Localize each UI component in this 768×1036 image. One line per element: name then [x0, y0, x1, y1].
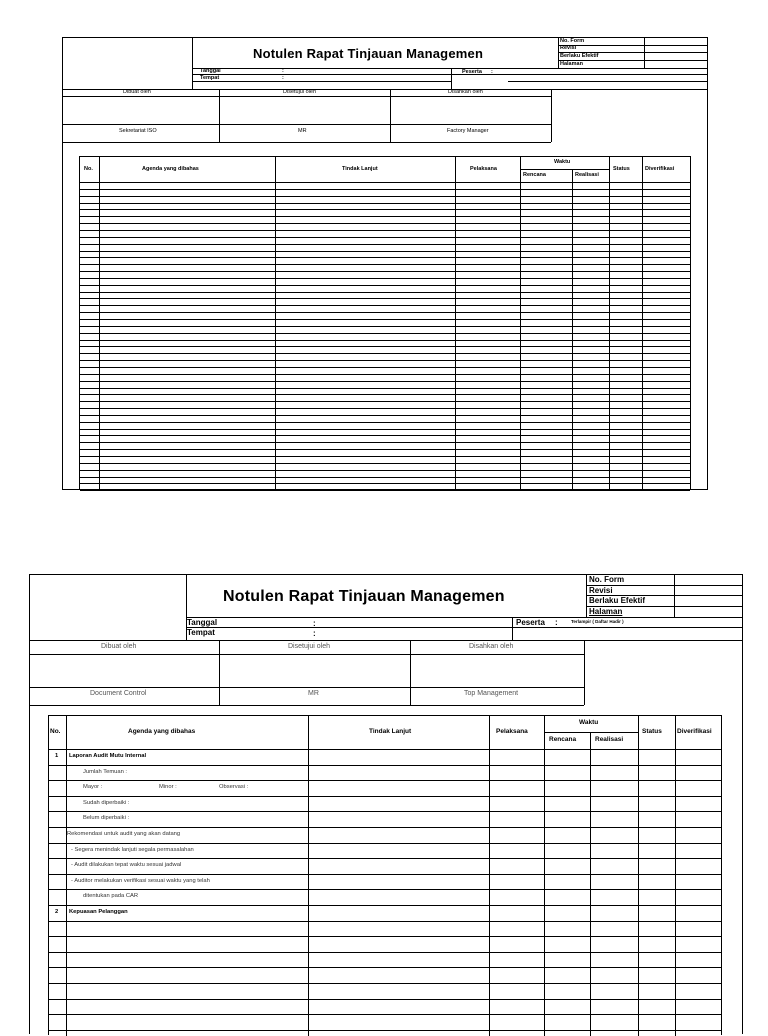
grid-line — [275, 157, 276, 491]
agenda-item: Kepuasan Pelanggan — [69, 909, 128, 915]
form2-title: Notulen Rapat Tinjauan Managemen — [223, 588, 505, 605]
table-row — [80, 449, 690, 450]
grid-line — [590, 732, 591, 1036]
table-row — [80, 388, 690, 389]
col-waktu-header: Waktu — [579, 719, 599, 726]
agenda-item: Laporan Audit Mutu Internal — [69, 753, 147, 759]
table-row — [80, 312, 690, 313]
table-row — [80, 230, 690, 231]
table-row — [49, 999, 721, 1000]
table-row — [49, 921, 721, 922]
table-row — [80, 216, 690, 217]
table-row — [80, 374, 690, 375]
form1-dibuat-label: Dibuat oleh — [123, 89, 151, 95]
table-row — [49, 936, 721, 937]
table-row — [80, 298, 690, 299]
table-row — [49, 1014, 721, 1015]
form1-revisi-label: Revisi — [560, 45, 577, 51]
col-verifikasi-header: Diverifikasi — [677, 728, 712, 735]
table-row — [49, 983, 721, 984]
table-row — [49, 811, 721, 812]
form1-role-2: MR — [298, 128, 307, 134]
table-row — [80, 223, 690, 224]
table-row — [80, 264, 690, 265]
form2-peserta-colon: : — [555, 618, 558, 627]
col-waktu-header: Waktu — [554, 159, 571, 165]
table-row — [49, 905, 721, 906]
table-row — [49, 1030, 721, 1031]
form1-berlaku-label: Berlaku Efektif — [560, 53, 599, 59]
col-rencana-header: Rencana — [549, 736, 577, 743]
table-row — [49, 780, 721, 781]
col-no-header: No. — [84, 166, 93, 172]
form2-disahkan-label: Disahkan oleh — [469, 643, 514, 650]
table-row — [80, 401, 690, 402]
table-row — [49, 827, 721, 828]
table-row — [80, 360, 690, 361]
col-agenda-header: Agenda yang dibahas — [142, 166, 199, 172]
row-number: 2 — [55, 909, 59, 915]
table-row — [80, 271, 690, 272]
table-row — [49, 889, 721, 890]
form1-disetujui-label: Disetujui oleh — [283, 89, 317, 95]
table-row — [80, 257, 690, 258]
col-pelaksana-header: Pelaksana — [496, 728, 528, 735]
form2-halaman-label: Halaman — [589, 607, 623, 616]
agenda-item-observasi: Observasi : — [219, 784, 249, 791]
col-status-header: Status — [613, 166, 630, 172]
grid-line — [49, 749, 721, 750]
table-row — [49, 874, 721, 875]
form2-tanggal-label: Tanggal — [187, 618, 218, 627]
table-row — [80, 209, 690, 210]
form2-berlaku-label: Berlaku Efektif — [589, 596, 646, 605]
form2-agenda-table — [48, 715, 722, 1035]
table-row — [80, 292, 690, 293]
form1-title: Notulen Rapat Tinjauan Managemen — [253, 46, 484, 61]
form2-tempat-colon: : — [313, 629, 316, 638]
col-realisasi-header: Realisasi — [595, 736, 624, 743]
agenda-item-minor: Minor : — [159, 784, 177, 791]
table-row — [80, 278, 690, 279]
grid-line — [80, 182, 690, 183]
col-agenda-header: Agenda yang dibahas — [128, 728, 196, 735]
col-no-header: No. — [50, 728, 61, 735]
form2-tempat-label: Tempat — [187, 628, 215, 637]
table-row — [80, 490, 690, 491]
form1-role-1: Sekretariat ISO — [119, 128, 157, 134]
table-row — [80, 305, 690, 306]
table-row — [49, 967, 721, 968]
col-verifikasi-header: Diverifikasi — [645, 166, 675, 172]
grid-line — [455, 157, 456, 491]
agenda-item: Mayor : — [83, 784, 103, 791]
table-row — [80, 353, 690, 354]
table-row — [80, 408, 690, 409]
table-row — [80, 463, 690, 464]
agenda-item: - Auditor melakukan verifikasi sesuai waktu yang telah — [71, 877, 210, 884]
table-row — [49, 858, 721, 859]
table-row — [80, 435, 690, 436]
table-row — [80, 429, 690, 430]
table-row — [80, 415, 690, 416]
table-row — [80, 367, 690, 368]
table-row — [49, 796, 721, 797]
agenda-item: Rekomendasi untuk audit yang akan datang — [67, 831, 181, 837]
form1-peserta-label: Peserta — [462, 69, 482, 75]
grid-line — [609, 157, 610, 491]
table-row — [80, 422, 690, 423]
form2-dibuat-label: Dibuat oleh — [101, 643, 137, 650]
agenda-item: Sudah diperbaiki : — [83, 799, 130, 806]
form1-halaman-label: Halaman — [560, 61, 583, 67]
form1-disahkan-label: Disahkan oleh — [448, 89, 483, 95]
grid-line — [544, 732, 638, 733]
col-pelaksana-header: Pelaksana — [470, 166, 497, 172]
table-row — [49, 765, 721, 766]
col-status-header: Status — [642, 728, 662, 735]
form1-tempat-label: Tempat — [200, 75, 220, 81]
table-row — [80, 196, 690, 197]
grid-line — [99, 157, 100, 491]
grid-line — [520, 157, 521, 491]
form1-tempat-colon: : — [282, 75, 284, 81]
agenda-item: - Segera menindak lanjuti segala permasalahan — [71, 846, 194, 853]
form2-peserta-note: Terlampir ( Daftar Hadir ) — [571, 619, 624, 624]
table-row — [49, 952, 721, 953]
col-tindak-header: Tindak Lanjut — [369, 728, 412, 735]
table-row — [80, 477, 690, 478]
table-row — [80, 237, 690, 238]
agenda-item: Jumlah Temuan : — [83, 768, 128, 775]
blank-form — [62, 37, 708, 490]
col-tindak-header: Tindak Lanjut — [342, 166, 378, 172]
form2-peserta-label: Peserta — [516, 618, 545, 627]
form1-agenda-table — [79, 156, 691, 490]
form1-role-3: Factory Manager — [447, 128, 489, 134]
table-row — [80, 483, 690, 484]
form2-role-1: Document Control — [90, 690, 147, 697]
table-row — [80, 326, 690, 327]
agenda-item: Belum diperbaiki : — [83, 815, 130, 822]
table-row — [80, 381, 690, 382]
table-row — [80, 251, 690, 252]
table-row — [80, 203, 690, 204]
table-row — [80, 333, 690, 334]
form1-peserta-colon: : — [491, 69, 493, 75]
table-row — [80, 189, 690, 190]
table-row — [80, 285, 690, 286]
table-row — [80, 346, 690, 347]
agenda-item: - Audit dilakukan tepat waktu sesuai jadwal — [71, 862, 182, 869]
col-realisasi-header: Realisasi — [575, 172, 599, 178]
form2-no-form-label: No. Form — [589, 575, 625, 584]
table-row — [80, 340, 690, 341]
grid-line — [642, 157, 643, 491]
col-rencana-header: Rencana — [523, 172, 546, 178]
grid-line — [520, 169, 609, 170]
table-row — [49, 843, 721, 844]
agenda-item: ditentukan pada CAR — [83, 893, 139, 900]
table-row — [80, 470, 690, 471]
table-row — [80, 456, 690, 457]
form2-role-2: MR — [308, 690, 319, 697]
form2-role-3: Top Management — [464, 690, 519, 697]
filled-form — [29, 574, 743, 1034]
table-row — [80, 394, 690, 395]
form1-tanggal-label: Tanggal — [200, 68, 221, 74]
form2-tanggal-colon: : — [313, 619, 316, 628]
row-number: 1 — [55, 753, 59, 759]
form2-disetujui-label: Disetujui oleh — [288, 643, 331, 650]
table-row — [80, 442, 690, 443]
table-row — [80, 244, 690, 245]
form1-no-form-label: No. Form — [560, 38, 585, 44]
form1-tanggal-colon: : — [282, 68, 284, 74]
form2-revisi-label: Revisi — [589, 586, 613, 595]
table-row — [80, 319, 690, 320]
